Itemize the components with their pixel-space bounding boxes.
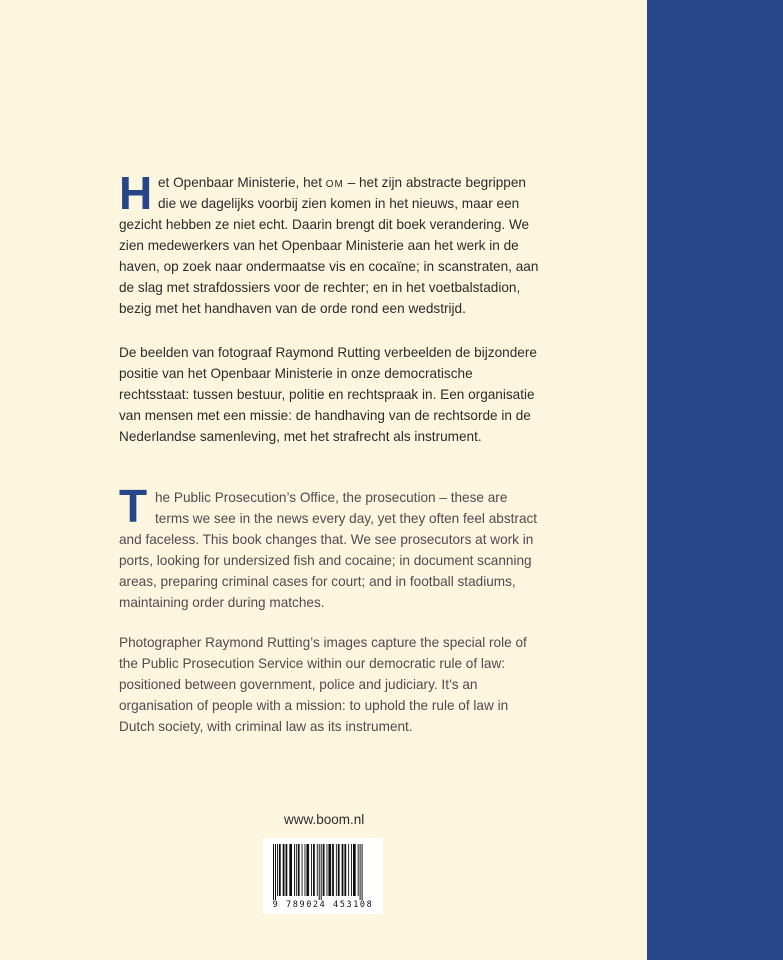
barcode-bar (327, 844, 328, 896)
barcode-bar (277, 844, 278, 896)
barcode-bar (313, 844, 315, 896)
dutch-paragraph-1-text-a: et Openbaar Ministerie, het (158, 175, 326, 190)
om-abbreviation: om (325, 175, 344, 190)
barcode-bar (273, 844, 274, 900)
barcode-bar (328, 844, 331, 896)
isbn-digits: 9 789024 453108 (272, 900, 374, 910)
barcode-bar (305, 844, 306, 896)
barcode-bar (286, 844, 288, 896)
barcode-bar (332, 844, 334, 896)
dutch-paragraph-1-text-b: – het zijn abstracte begrippen die we dagelijks voorbij zien komen in het nieuws, maar een gezicht hebben ze niet echt. Daarin brengt dit boek verandering. We zien medewerkers van het Openbaar Ministerie aan het werk in de haven, op zoek naar ondermaatse vis en cocaïne; in scanstraten, aan de slag met strafdossiers voor de rechter; en in het voetbalstadion, bezig met het handhaven van de orde rond een wedstrijd. (119, 175, 539, 316)
barcode-bar (321, 844, 322, 900)
barcode-bar (317, 844, 318, 896)
dutch-paragraph-2-text: De beelden van fotograaf Raymond Rutting verbeelden de bijzondere positie van het Openbaar Ministerie in onze democratische rechtsstaat: tussen bestuur, politie en rechtspraak in. Een organisatie van mensen met een missie: de handhaving van de rechtsorde in de Nederlandse samenleving, met het strafrecht als instrument. (119, 345, 537, 444)
barcode-bar (362, 844, 363, 900)
english-paragraph-1 (119, 480, 539, 613)
barcode-bar (323, 844, 325, 896)
barcode-bars (263, 838, 383, 900)
barcode-bar (351, 844, 352, 896)
barcode-bar (342, 844, 344, 896)
barcode-bar (283, 844, 285, 896)
barcode-bar (360, 844, 361, 900)
barcode-bar (279, 844, 281, 896)
barcode-bar (306, 844, 309, 896)
english-paragraph-1-text: he Public Prosecution’s Office, the prosecution – these are terms we see in the news every day, yet they often feel abstract and faceless. This book changes that. We see prosecutors at work in ports, looking for undersized fish and cocaine; in document scanning areas, preparing criminal cases for court; and in football stadiums, maintaining order during matches. (119, 490, 538, 610)
publisher-url[interactable]: www.boom.nl (284, 812, 365, 827)
barcode-bar (336, 844, 337, 896)
barcode-bar (311, 844, 312, 896)
english-paragraph-2-text: Photographer Raymond Rutting’s images capture the special role of the Public Prosecution Service within our democratic rule of law: positioned between government, police and judiciary. It’s an organisation of people with a mission: to uphold the rule of law in Dutch society, with criminal law as its instrument. (119, 635, 527, 734)
barcode-bar (348, 844, 349, 896)
barcode-bar (298, 844, 300, 896)
barcode-bar (344, 844, 346, 896)
dutch-paragraph-1 (119, 167, 539, 319)
drop-cap-t: T (119, 480, 148, 532)
drop-cap-h: H (119, 167, 153, 219)
barcode-bar (353, 844, 356, 896)
barcode-bar (296, 844, 297, 896)
english-paragraph-2 (119, 632, 539, 737)
back-cover-spine-band (647, 0, 783, 960)
isbn-barcode (263, 838, 383, 914)
barcode-bar (338, 844, 340, 896)
barcode-bar (289, 844, 292, 896)
barcode-bar (319, 844, 320, 900)
barcode-bar (275, 844, 276, 900)
dutch-paragraph-2 (119, 342, 539, 447)
barcode-bar (294, 844, 295, 896)
barcode-bar (358, 844, 359, 896)
barcode-bar (302, 844, 303, 896)
